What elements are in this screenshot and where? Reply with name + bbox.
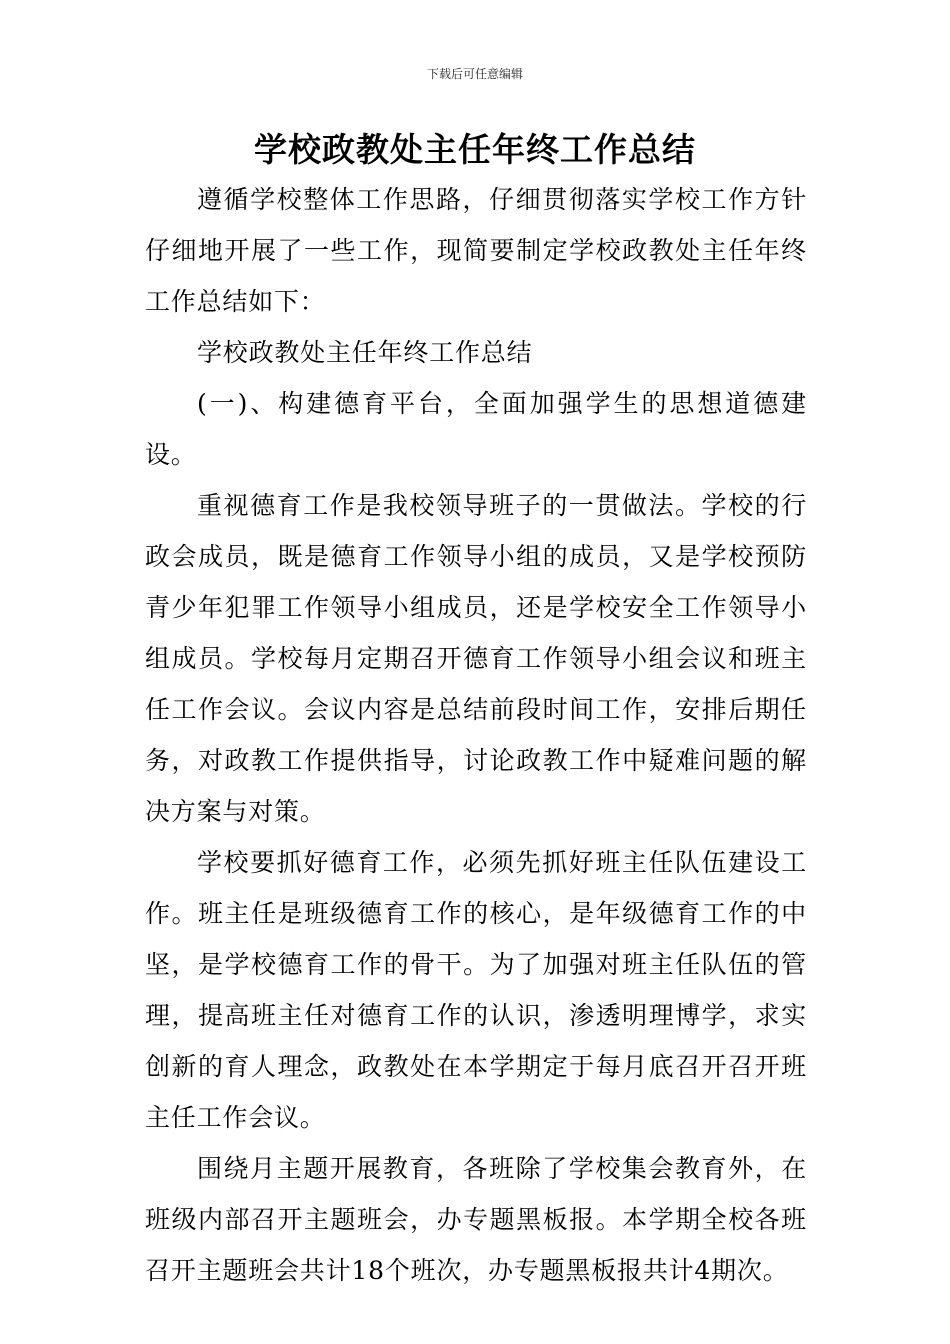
paragraph-subtitle: 学校政教处主任年终工作总结 (197, 338, 533, 367)
paragraph-head-teachers: 学校要抓好德育工作，必须先抓好班主任队伍建设工作。班主任是班级德育工作的核心，是年级德育工作的中坚，是学校德育工作的骨干。为了加强对班主任队伍的管理，提高班主任对德育工作的认识，渗透明理博学，求实创新的育人理念，政教处在本学期定于每月底召开召开班主任工作会议。 (145, 848, 807, 1132)
paragraph-leadership: 重视德育工作是我校领导班子的一贯做法。学校的行政会成员，既是德育工作领导小组的成员，又是学校预防青少年犯罪工作领导小组成员，还是学校安全工作领导小组成员。学校每月定期召开德育工作领导小组会议和班主任工作会议。会议内容是总结前段时间工作，安排后期任务，对政教工作提供指导，讨论政教工作中疑难问题的解决方案与对策。 (145, 491, 807, 826)
paragraph-intro: 遵循学校整体工作思路，仔细贯彻落实学校工作方针仔细地开展了一些工作，现简要制定学校政教处主任年终工作总结如下： (145, 185, 807, 316)
paragraph-section-heading: (一)、构建德育平台，全面加强学生的思想道德建设。 (145, 389, 807, 469)
document-title: 学校政教处主任年终工作总结 (254, 130, 696, 169)
header-note: 下载后可任意编辑 (426, 67, 523, 81)
document-body (145, 174, 807, 1296)
paragraph-monthly-themes: 围绕月主题开展教育，各班除了学校集会教育外，在班级内部召开主题班会，办专题黑板报。本学期全校各班召开主题班会共计18个班次，办专题黑板报共计4期次。 (145, 1154, 807, 1285)
